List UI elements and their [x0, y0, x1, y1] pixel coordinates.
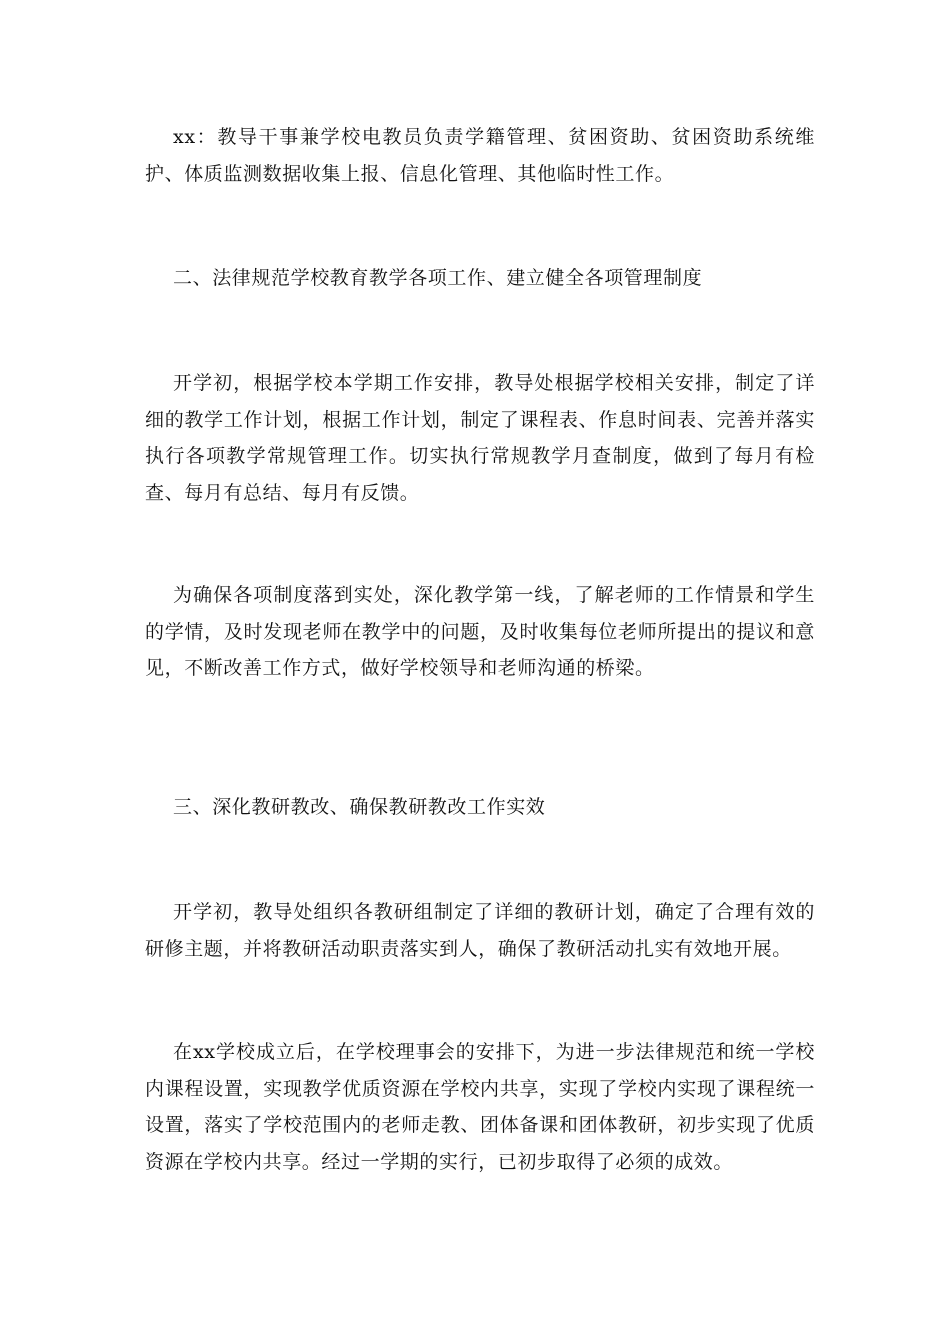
section-heading-2: 二、法律规范学校教育教学各项工作、建立健全各项管理制度 [173, 267, 703, 289]
section-heading-3: 三、深化教研教改、确保教研教改工作实效 [173, 796, 546, 818]
paragraph-staff-duties: xx：教导干事兼学校电教员负责学籍管理、贫困资助、贫困资助系统维护、体质监测数据收集上报、信息化管理、其他临时性工作。 [145, 126, 815, 185]
paragraph-research-plan: 开学初，教导处组织各教研组制定了详细的教研计划，确定了合理有效的研修主题，并将教研活动职责落实到人，确保了教研活动扎实有效地开展。 [145, 901, 815, 960]
paragraph-implementation: 为确保各项制度落到实处，深化教学第一线，了解老师的工作情景和学生的学情，及时发现老师在教学中的问题，及时收集每位老师所提出的提议和意见，不断改善工作方式，做好学校领导和老师沟通的桥梁。 [145, 584, 815, 679]
paragraph-teaching-plan: 开学初，根据学校本学期工作安排，教导处根据学校相关安排，制定了详细的教学工作计划，根据工作计划，制定了课程表、作息时间表、完善并落实执行各项教学常规管理工作。切实执行常规教学月查制度，做到了每月有检查、每月有总结、每月有反馈。 [145, 372, 815, 504]
paragraph-curriculum-sharing: 在xx学校成立后，在学校理事会的安排下，为进一步法律规范和统一学校内课程设置，实现教学优质资源在学校内共享，实现了学校内实现了课程统一设置，落实了学校范围内的老师走教、团体备课和团体教研，初步实现了优质资源在学校内共享。经过一学期的实行，已初步取得了必须的成效。 [145, 1041, 815, 1173]
